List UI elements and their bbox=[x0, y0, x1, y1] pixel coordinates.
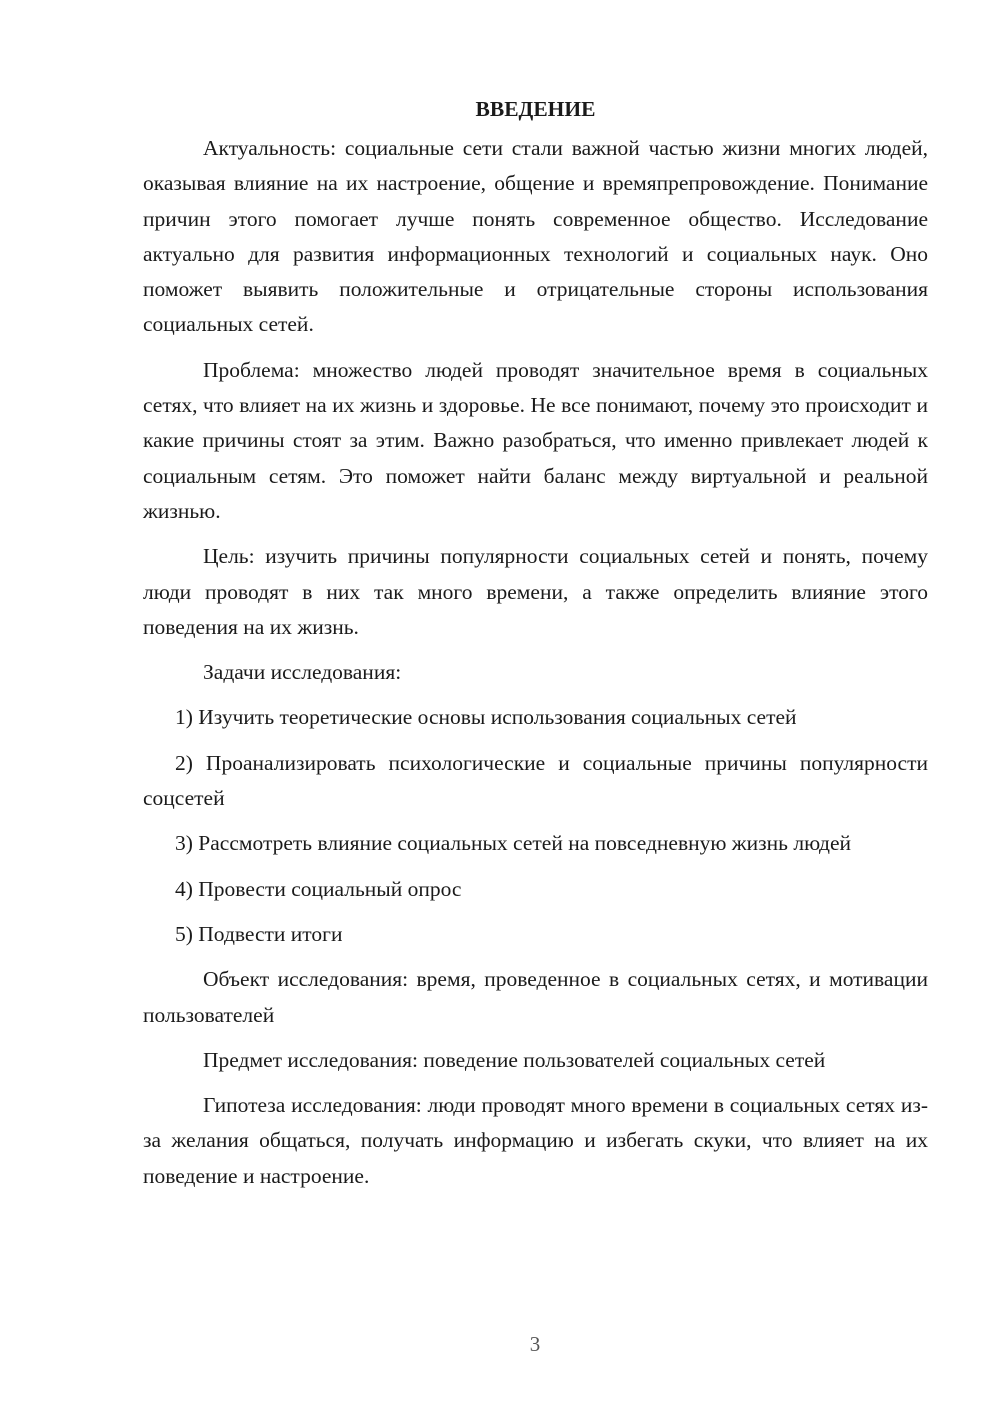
paragraph-object: Объект исследования: время, проведенное в социальных сетях, и мотивации пользователей bbox=[143, 967, 928, 1027]
paragraph-subject: Предмет исследования: поведение пользователей социальных сетей bbox=[203, 1047, 826, 1072]
document-body bbox=[143, 92, 928, 1204]
task-item-3: 3) Рассмотреть влияние социальных сетей на повседневную жизнь людей bbox=[175, 831, 852, 856]
paragraph-problem: Проблема: множество людей проводят значительное время в социальных сетях, что влияет на их жизнь и здоровье. Не все понимают, почему это происходит и какие причины стоят за этим. Важно разобраться, что именно привлекает людей к социальным сетям. Это поможет найти баланс между виртуальной и реальной жизнью. bbox=[143, 357, 928, 523]
paragraph-hypothesis: Гипотеза исследования: люди проводят много времени в социальных сетях из-за желания общаться, получать информацию и избегать скуки, что влияет на их поведение и настроение. bbox=[143, 1093, 928, 1188]
task-item-4: 4) Провести социальный опрос bbox=[175, 876, 462, 901]
page-title: ВВЕДЕНИЕ bbox=[475, 97, 596, 121]
paragraph-goal: Цель: изучить причины популярности социальных сетей и понять, почему люди проводят в них так много времени, а также определить влияние этого поведения на их жизнь. bbox=[143, 544, 928, 639]
page-number: 3 bbox=[529, 1332, 541, 1356]
task-item-5: 5) Подвести итоги bbox=[175, 921, 343, 946]
tasks-heading: Задачи исследования: bbox=[203, 660, 402, 685]
paragraph-relevance: Актуальность: социальные сети стали важной частью жизни многих людей, оказывая влияние на их настроение, общение и времяпрепровождение. Понимание причин этого помогает лучше понять современное общество. Исследование актуально для развития информационных технологий и социальных наук. Оно поможет выявить положительные и отрицательные стороны использования социальных сетей. bbox=[143, 136, 928, 337]
task-item-2: 2) Проанализировать психологические и социальные причины популярности соцсетей bbox=[143, 750, 928, 811]
task-item-1: 1) Изучить теоретические основы использования социальных сетей bbox=[175, 705, 797, 730]
